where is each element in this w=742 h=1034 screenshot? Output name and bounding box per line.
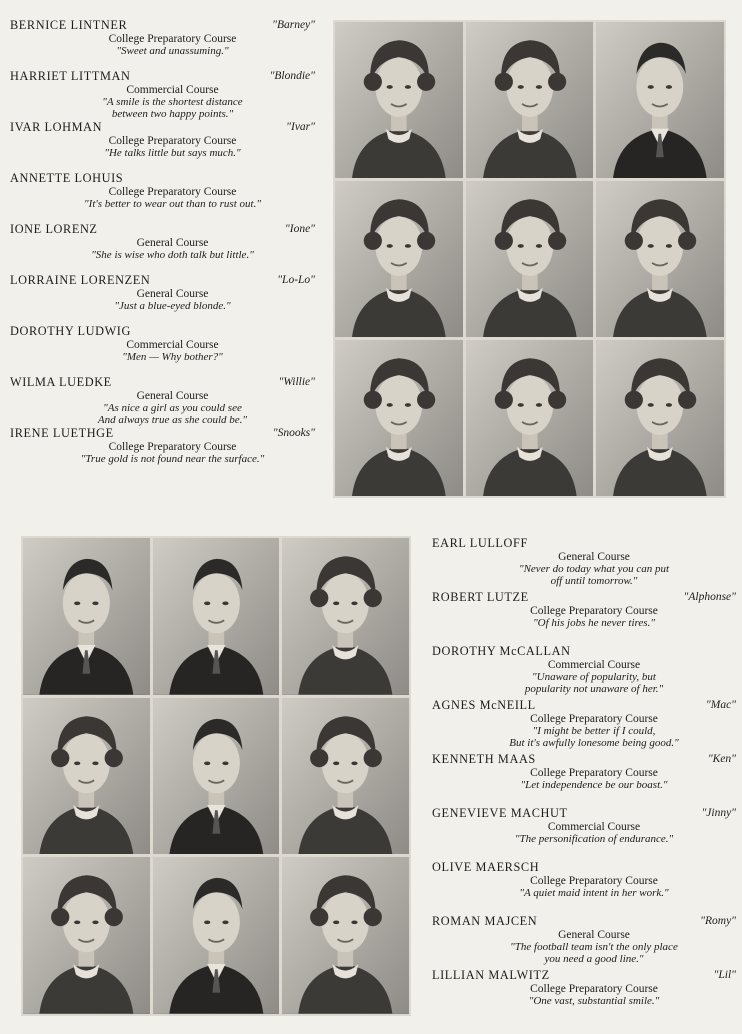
student-entry	[432, 806, 736, 860]
student-name: DOROTHY McCALLAN	[432, 644, 571, 658]
student-quote-line: "Just a blue-eyed blonde."	[114, 300, 231, 312]
student-name: ROMAN MAJCEN	[432, 914, 538, 928]
student-portrait-photo	[335, 340, 463, 496]
student-quote-line: "It's better to wear out than to rust out."	[84, 198, 261, 210]
student-course: College Preparatory Course	[530, 713, 658, 725]
student-name: ANNETTE LOHUIS	[10, 171, 124, 185]
student-name: IVAR LOHMAN	[10, 120, 103, 134]
student-name: GENEVIEVE MACHUT	[432, 806, 568, 820]
student-entry	[432, 698, 736, 752]
student-nickname: "Mac"	[705, 699, 736, 711]
student-course: College Preparatory Course	[530, 983, 658, 995]
student-quote-line: between two happy points."	[111, 108, 234, 120]
student-course: College Preparatory Course	[108, 186, 237, 198]
student-nickname: "Snooks"	[272, 427, 315, 439]
student-entry	[432, 914, 736, 968]
student-entry	[10, 324, 315, 375]
student-course: College Preparatory Course	[530, 875, 658, 887]
student-nickname: "Lo-Lo"	[277, 274, 315, 286]
student-nickname: "Lil"	[713, 969, 736, 981]
student-course: College Preparatory Course	[108, 33, 237, 45]
student-portrait-photo	[282, 857, 409, 1014]
student-quote-line: "He talks little but says much."	[104, 147, 241, 159]
student-name: BERNICE LINTNER	[10, 18, 128, 32]
student-course: College Preparatory Course	[530, 605, 658, 617]
student-name: DOROTHY LUDWIG	[10, 324, 131, 338]
student-quote-line: But it's awfully lonesome being good."	[509, 737, 679, 749]
student-quote-line: "A quiet maid intent in her work."	[519, 887, 669, 899]
student-quote-line: "One vast, substantial smile."	[528, 995, 660, 1007]
student-portrait-photo	[466, 340, 594, 496]
student-course: General Course	[558, 551, 630, 563]
student-quote-line: "Unaware of popularity, but	[532, 671, 656, 683]
student-portrait-photo	[282, 538, 409, 695]
student-name: AGNES McNEILL	[432, 698, 536, 712]
student-portrait-photo	[153, 698, 280, 855]
student-quote-line: "The personification of endurance."	[514, 833, 674, 845]
student-entry	[432, 644, 736, 698]
student-quote-line: "I might be better if I could,	[532, 725, 656, 737]
student-name: LORRAINE LORENZEN	[10, 273, 151, 287]
student-quote-line: you need a good line."	[544, 953, 644, 965]
student-entry	[10, 222, 315, 273]
student-course: General Course	[136, 237, 209, 249]
student-name: HARRIET LITTMAN	[10, 69, 131, 83]
bottom-photo-grid	[21, 536, 411, 1016]
student-nickname: "Alphonse"	[683, 591, 736, 603]
student-quote-line: "The football team isn't the only place	[510, 941, 678, 953]
student-portrait-photo	[23, 538, 150, 695]
student-nickname: "Ivar"	[286, 121, 315, 133]
student-course: Commercial Course	[547, 659, 641, 671]
student-portrait-photo	[596, 22, 724, 178]
student-entry	[10, 426, 315, 477]
student-entry	[432, 860, 736, 914]
top-entries-column	[10, 18, 315, 477]
student-quote-line: off until tomorrow."	[550, 575, 638, 587]
student-portrait-photo	[282, 698, 409, 855]
student-quote-line: "As nice a girl as you could see	[103, 402, 242, 414]
student-quote-line: "True gold is not found near the surface."	[80, 453, 265, 465]
student-name: IRENE LUETHGE	[10, 426, 114, 440]
student-course: Commercial Course	[126, 84, 219, 96]
student-entry	[432, 752, 736, 806]
student-course: General Course	[136, 390, 209, 402]
student-portrait-photo	[153, 857, 280, 1014]
student-name: KENNETH MAAS	[432, 752, 536, 766]
student-quote-line: "Sweet and unassuming."	[116, 45, 229, 57]
student-portrait-photo	[153, 538, 280, 695]
student-portrait-photo	[23, 698, 150, 855]
student-name: WILMA LUEDKE	[10, 375, 112, 389]
student-nickname: "Blondie"	[269, 70, 315, 82]
student-entry	[10, 273, 315, 324]
student-entry	[10, 69, 315, 120]
student-quote-line: "Men — Why bother?"	[122, 351, 223, 363]
student-quote-line: And always true as she could be."	[97, 414, 248, 426]
student-quote-line: popularity not unaware of her."	[524, 683, 664, 695]
student-entry	[10, 120, 315, 171]
student-name: OLIVE MAERSCH	[432, 860, 540, 874]
bottom-entries-column	[432, 536, 736, 1022]
student-name: EARL LULLOFF	[432, 536, 528, 550]
student-entry	[432, 968, 736, 1022]
student-quote-line: "Let independence be our boast."	[520, 779, 668, 791]
student-portrait-photo	[596, 181, 724, 337]
student-portrait-photo	[335, 181, 463, 337]
student-nickname: "Barney"	[272, 19, 315, 31]
student-entry	[432, 536, 736, 590]
student-portrait-photo	[23, 857, 150, 1014]
student-quote-line: "A smile is the shortest distance	[102, 96, 243, 108]
student-nickname: "Ione"	[284, 223, 315, 235]
student-course: Commercial Course	[126, 339, 219, 351]
student-nickname: "Willie"	[278, 376, 315, 388]
student-entry	[432, 590, 736, 644]
student-course: College Preparatory Course	[530, 767, 658, 779]
student-course: Commercial Course	[547, 821, 641, 833]
student-course: College Preparatory Course	[108, 135, 237, 147]
student-portrait-photo	[466, 22, 594, 178]
student-nickname: "Ken"	[707, 753, 736, 765]
student-quote-line: "Of his jobs he never tires."	[533, 617, 655, 629]
student-quote-line: "Never do today what you can put	[518, 563, 670, 575]
student-quote-line: "She is wise who doth talk but little."	[91, 249, 254, 261]
student-course: General Course	[136, 288, 209, 300]
student-portrait-photo	[596, 340, 724, 496]
student-entry	[10, 171, 315, 222]
student-name: LILLIAN MALWITZ	[432, 968, 550, 982]
student-course: College Preparatory Course	[108, 441, 237, 453]
student-portrait-photo	[335, 22, 463, 178]
student-name: IONE LORENZ	[10, 222, 98, 236]
student-entry	[10, 18, 315, 69]
student-nickname: "Jinny"	[701, 807, 736, 819]
top-photo-grid	[333, 20, 726, 498]
student-entry	[10, 375, 315, 426]
student-nickname: "Romy"	[700, 915, 736, 927]
student-name: ROBERT LUTZE	[432, 590, 529, 604]
student-course: General Course	[558, 929, 630, 941]
student-portrait-photo	[466, 181, 594, 337]
